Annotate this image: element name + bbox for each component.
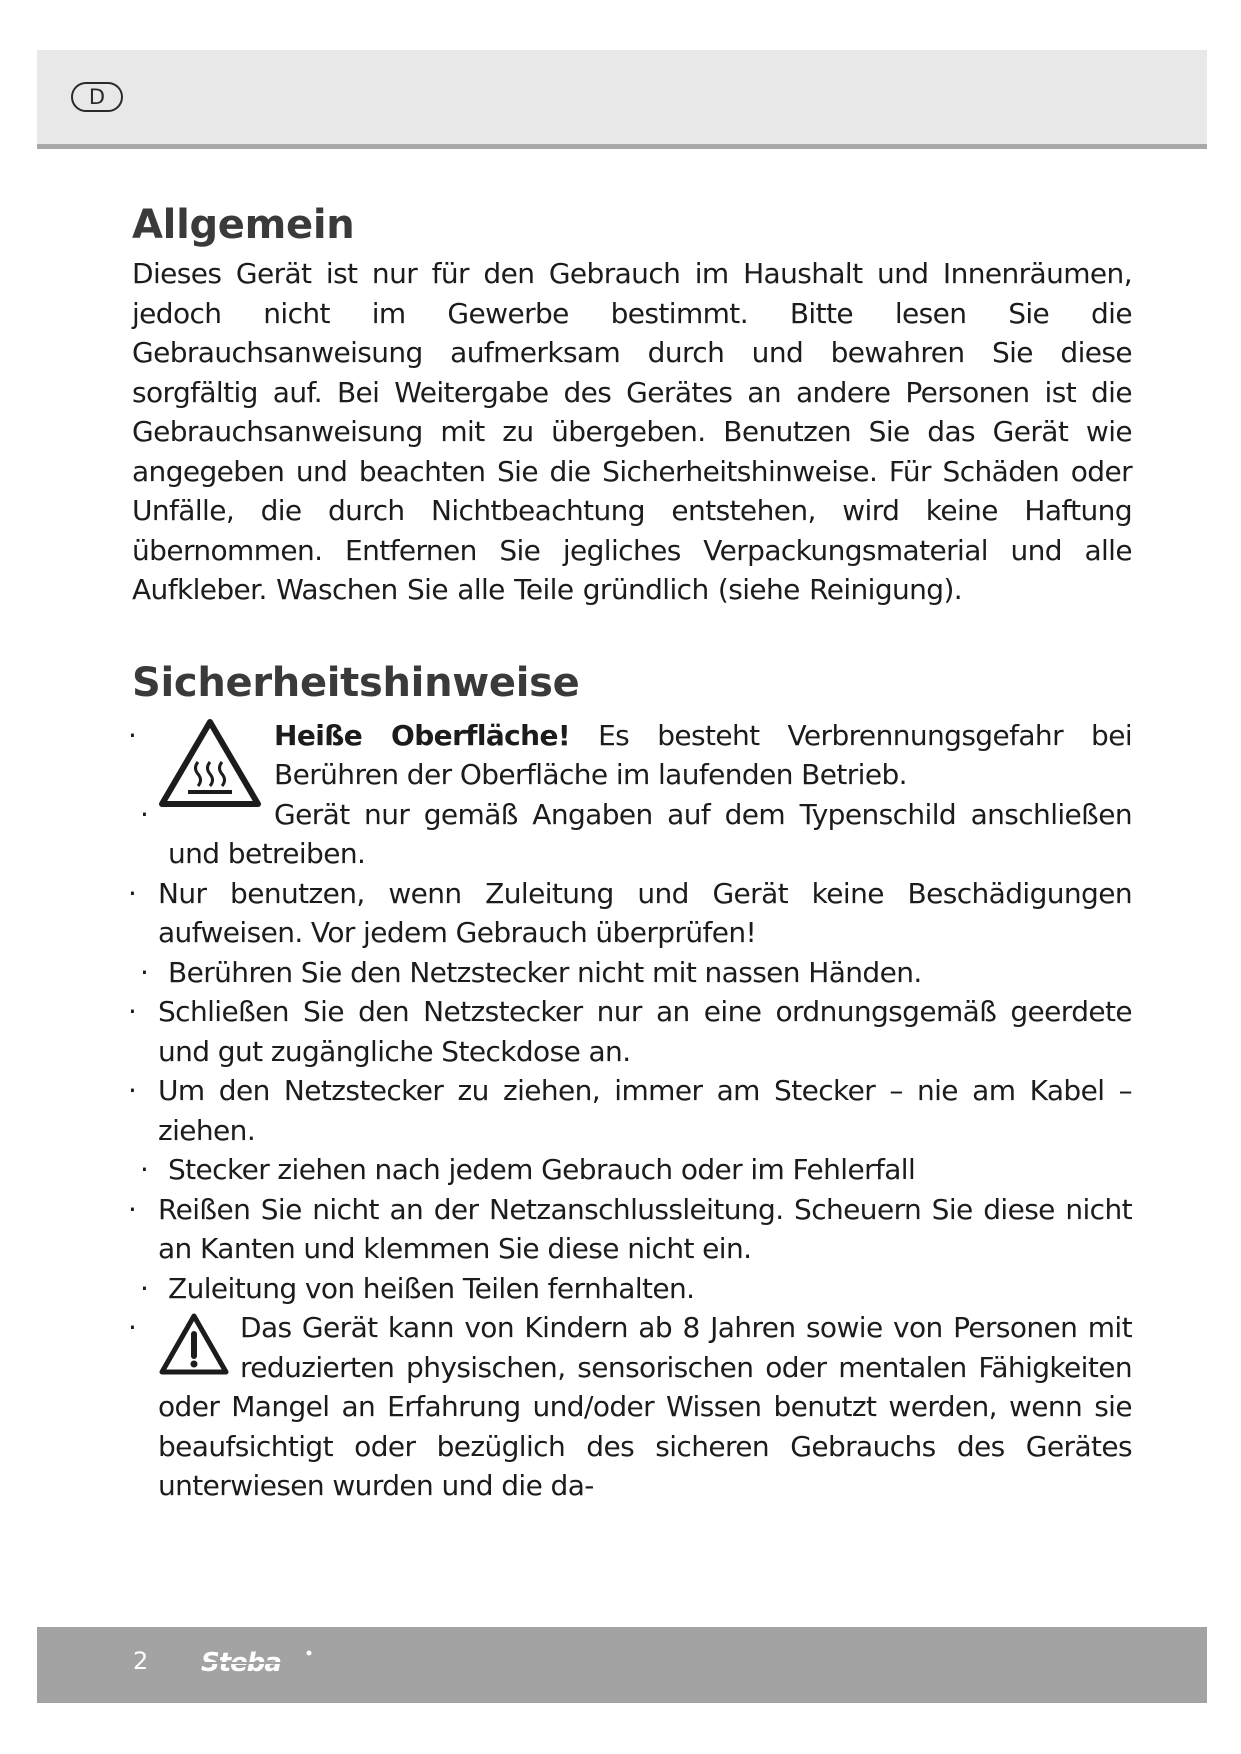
safety-item-text: Stecker ziehen nach jedem Gebrauch oder im Fehlerfall (168, 1153, 916, 1186)
bullet: · (128, 1311, 137, 1344)
safety-item-text: Zuleitung von heißen Teilen fernhalten. (168, 1271, 695, 1305)
language-badge: D (71, 82, 123, 112)
children-warning-text: Das Gerät kann von Kindern ab 8 Jahren sowie von Personen mit reduzierten physischen, sensorischen oder mentalen Fähigkeiten oder Mangel an Erfahrung und/oder Wissen benutzt werden, wenn sie beaufsichtigt oder bezüglich des sicheren Gebrauchs des Gerätes unterwiesen wurden und die da- (158, 1311, 1132, 1502)
bullet: · (140, 955, 149, 989)
safety-item (132, 953, 1132, 993)
safety-item (132, 1269, 1132, 1309)
safety-item-hot-surface (128, 716, 1132, 795)
safety-item (128, 1071, 1132, 1150)
bullet: · (128, 876, 137, 910)
header-band (37, 50, 1207, 149)
bullet: · (128, 1074, 137, 1107)
safety-item-text: Gerät nur gemäß Angaben auf dem Typenschild anschließen und betreiben. (168, 797, 1132, 870)
safety-item (132, 1150, 1132, 1190)
svg-text:Steba: Steba (201, 1648, 281, 1678)
hot-surface-text: Es besteht Verbrennungsgefahr bei Berühren der Oberfläche im laufenden Betrieb. (274, 718, 1132, 791)
safety-item (132, 795, 1132, 874)
safety-item-text: Nur benutzen, wenn Zuleitung und Gerät keine Beschädigungen aufweisen. Vor jedem Gebrauch überprüfen! (158, 876, 1132, 949)
safety-item (128, 1190, 1132, 1269)
bullet: · (128, 718, 137, 752)
safety-item-text: Berühren Sie den Netzstecker nicht mit nassen Händen. (168, 955, 922, 989)
safety-item-text: Reißen Sie nicht an der Netzanschlussleitung. Scheuern Sie diese nicht an Kanten und klemmen Sie diese nicht ein. (158, 1192, 1132, 1265)
page-number: 2 (133, 1647, 149, 1675)
warning-exclamation-icon (158, 1312, 230, 1387)
footer-band (37, 1627, 1207, 1703)
safety-item (128, 992, 1132, 1071)
safety-list (128, 716, 1132, 1506)
steba-logo (197, 1643, 317, 1683)
bullet: · (140, 1271, 149, 1305)
general-body-text: Dieses Gerät ist nur für den Gebrauch im Haushalt und Innenräumen, jedoch nicht im Gewerbe bestimmt. Bitte lesen Sie die Gebrauchsanweisung aufmerksam durch und bewahren Sie diese sorgfältig auf. Bei Weitergabe des Gerätes an andere Personen ist die Gebrauchsanweisung mit zu übergeben. Benutzen Sie das Gerät wie angegeben und beachten Sie die Sicherheitshinweise. Für Schäden oder Unfälle, die durch Nichtbeachtung entstehen, wird keine Haftung übernommen. Entfernen Sie jegliches Verpackungsmaterial und alle Aufkleber. Waschen Sie alle Teile gründlich (siehe Reinigung). (132, 257, 1132, 606)
section-title-safety: Sicherheitshinweise (132, 659, 580, 706)
safety-item-text: Schließen Sie den Netzstecker nur an eine ordnungsgemäß geerdete und gut zugängliche Steckdose an. (158, 995, 1132, 1068)
section-title-general: Allgemein (132, 202, 355, 248)
safety-item-children-warning (128, 1308, 1132, 1506)
safety-item (128, 874, 1132, 953)
bullet: · (128, 1192, 137, 1226)
safety-item-text: Um den Netzstecker zu ziehen, immer am Stecker – nie am Kabel – ziehen. (158, 1074, 1132, 1147)
page-content (128, 200, 1132, 1506)
bullet: · (140, 1153, 149, 1186)
bullet: · (128, 995, 137, 1028)
hot-surface-heading: Heiße Oberfläche! (274, 718, 571, 752)
bullet: · (140, 797, 149, 831)
